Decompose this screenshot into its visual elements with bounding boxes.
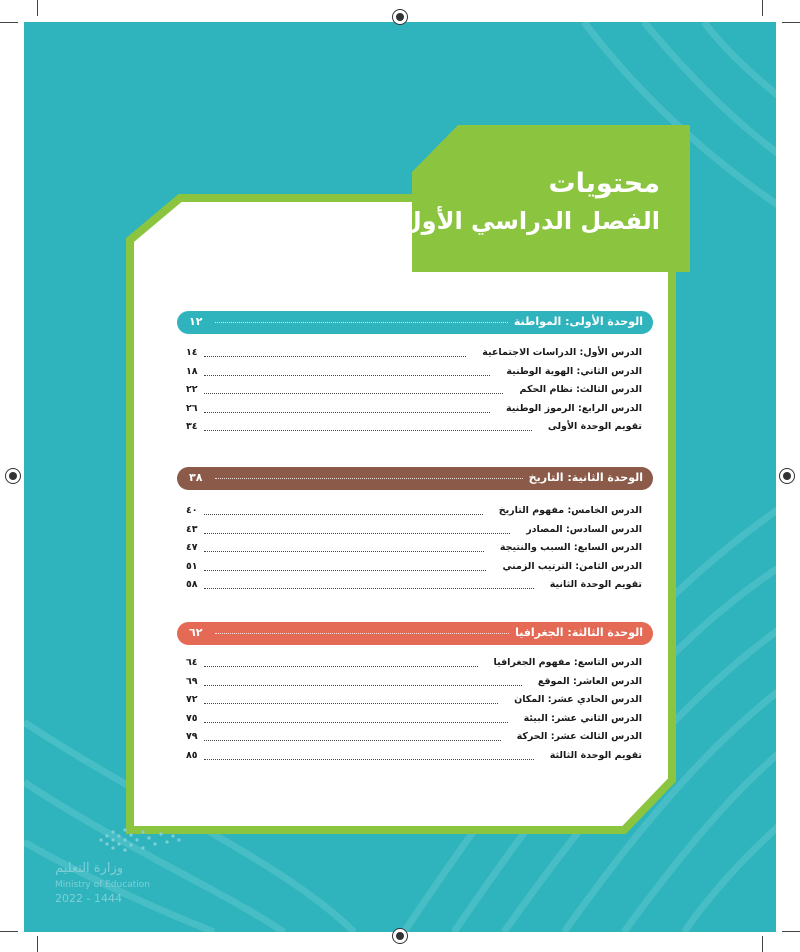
unit-heading[interactable] <box>177 467 653 490</box>
lesson-row[interactable] <box>186 383 642 399</box>
unit-title: الوحدة الثالثة: الجغرافيا <box>515 626 643 639</box>
unit-heading[interactable] <box>177 311 653 334</box>
leader-dots <box>204 356 466 357</box>
lesson-title: الدرس الثالث: نظام الحكم <box>519 384 642 396</box>
lesson-title: الدرس السابع: السبب والنتيجة <box>499 542 642 554</box>
lesson-page-number: ١٨ <box>186 365 198 377</box>
lesson-title: الدرس الثامن: الترتيب الزمني <box>502 560 642 572</box>
leader-dots <box>204 570 486 571</box>
unit-page-number: ٣٨ <box>189 471 203 484</box>
ministry-logo <box>55 826 155 906</box>
lesson-page-number: ٧٩ <box>186 731 198 743</box>
lesson-page-number: ٢٢ <box>186 384 198 396</box>
unit-page-number: ٦٢ <box>189 626 203 639</box>
lesson-row[interactable] <box>186 712 642 728</box>
leader-dots <box>204 375 490 376</box>
lesson-page-number: ٥٨ <box>186 579 198 591</box>
lesson-page-number: ٨٥ <box>186 750 198 761</box>
unit-title: الوحدة الثانية: التاريخ <box>528 471 643 484</box>
lesson-title: الدرس العاشر: الموقع <box>537 675 642 687</box>
lesson-row[interactable] <box>186 523 642 539</box>
lesson-title: الدرس السادس: المصادر <box>526 523 642 535</box>
lesson-page-number: ٧٢ <box>186 694 198 706</box>
unit-heading[interactable] <box>177 622 653 645</box>
lesson-page-number: ٤٣ <box>186 523 198 535</box>
lesson-row[interactable] <box>186 402 642 418</box>
leader-dots <box>215 633 509 634</box>
lesson-title: الدرس الحادي عشر: المكان <box>514 694 642 706</box>
lesson-row[interactable] <box>186 560 642 576</box>
page-title: محتويات <box>548 168 660 199</box>
leader-dots <box>204 514 483 515</box>
lesson-page-number: ٧٥ <box>186 712 198 724</box>
leader-dots <box>204 412 490 413</box>
lesson-row[interactable] <box>186 346 642 362</box>
lesson-row[interactable] <box>186 504 642 520</box>
lesson-title: الدرس الثاني: الهوية الوطنية <box>506 365 642 377</box>
leader-dots <box>215 322 508 323</box>
page-subtitle: الفصل الدراسي الأول <box>400 207 660 235</box>
lesson-row[interactable] <box>186 749 642 765</box>
leader-dots <box>204 685 522 686</box>
lesson-title: الدرس الخامس: مفهوم التاريخ <box>498 505 642 516</box>
lesson-row[interactable] <box>186 730 642 746</box>
lesson-row[interactable] <box>186 365 642 381</box>
lesson-title: تقويم الوحدة الثالثة <box>549 750 642 761</box>
ministry-name-en: Ministry of Education <box>55 880 150 890</box>
lesson-title: الدرس الأول: الدراسات الاجتماعية <box>482 347 642 358</box>
lesson-page-number: ٤٠ <box>186 505 198 516</box>
leader-dots <box>204 722 508 723</box>
lesson-row[interactable] <box>186 693 642 709</box>
lesson-row[interactable] <box>186 420 642 436</box>
unit-page-number: ١٢ <box>189 315 203 328</box>
lesson-title: تقويم الوحدة الأولى <box>547 421 642 433</box>
lesson-page-number: ٣٤ <box>186 421 198 433</box>
lesson-row[interactable] <box>186 578 642 594</box>
lesson-row[interactable] <box>186 541 642 557</box>
lesson-page-number: ١٤ <box>186 347 198 358</box>
lesson-page-number: ٢٦ <box>186 402 198 414</box>
leader-dots <box>204 703 498 704</box>
leader-dots <box>204 393 503 394</box>
ministry-name-ar: وزارة التعليم <box>55 861 124 876</box>
lesson-page-number: ٦٩ <box>186 675 198 687</box>
lesson-row[interactable] <box>186 675 642 691</box>
lesson-page-number: ٥١ <box>186 560 198 572</box>
ministry-logo-dots-icon <box>97 826 183 854</box>
leader-dots <box>204 666 478 667</box>
lesson-title: الدرس الرابع: الرموز الوطنية <box>506 402 642 414</box>
leader-dots <box>215 478 523 479</box>
lesson-title: تقويم الوحدة الثانية <box>549 579 642 591</box>
unit-title: الوحدة الأولى: المواطنة <box>513 315 643 328</box>
lesson-title: الدرس الثاني عشر: البيئة <box>523 712 642 724</box>
lesson-title: الدرس التاسع: مفهوم الجغرافيا <box>493 657 642 668</box>
leader-dots <box>204 740 501 741</box>
lesson-row[interactable] <box>186 656 642 672</box>
leader-dots <box>204 759 534 760</box>
leader-dots <box>204 551 484 552</box>
leader-dots <box>204 430 532 431</box>
ministry-year: 2022 - 1444 <box>55 892 122 905</box>
leader-dots <box>204 588 534 589</box>
lesson-page-number: ٦٤ <box>186 657 198 668</box>
lesson-title: الدرس الثالث عشر: الحركة <box>516 731 642 743</box>
leader-dots <box>204 533 510 534</box>
lesson-page-number: ٤٧ <box>186 542 198 554</box>
